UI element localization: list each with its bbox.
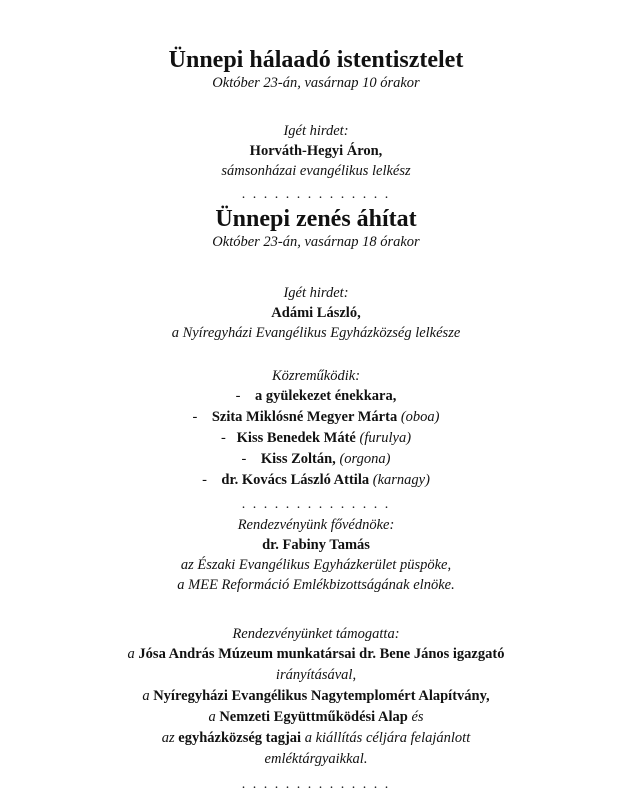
sponsor-text: és [411,709,424,725]
contributor-name: Szita Miklósné Megyer Márta [211,409,398,425]
service2-date: Október 23-án, vasárnap 18 órakor [212,234,420,250]
contributor-role: (karnagy) [372,472,430,488]
patron-role-1: az Északi Evangélikus Egyházkerület püspöke, [180,557,452,573]
contributor-dash: - [220,430,226,446]
service1-preacher [0,121,632,181]
patron-role-2: a MEE Reformáció Emlékbizottságának elnöke. [177,577,455,593]
sponsor-article: a [142,688,150,704]
patron-label: Rendezvényünk fővédnöke: [237,517,395,533]
sponsor-text: emléktárgyaikkal. [264,751,368,767]
contributor-item [0,449,632,470]
contributors-block [0,366,632,491]
separator-dots: . . . . . . . . . . . . . . [241,187,391,202]
separator-1 [0,188,632,202]
service1-date: Október 23-án, vasárnap 10 órakor [212,75,420,91]
sponsor-article: az [161,730,175,746]
service2-title: Ünnepi zenés áhítat [215,206,417,232]
patron-name: dr. Fabiny Tamás [262,537,370,553]
contributor-item [0,470,632,491]
contributor-name: Kiss Benedek Máté [236,430,356,446]
separator-3 [0,778,632,792]
contributor-item [0,428,632,449]
contributor-name: dr. Kovács László Attila [221,472,370,488]
sponsor-line-4 [0,707,632,728]
service2-preacher-label: Igét hirdet: [283,285,349,301]
service2-preacher-role: a Nyíregyházi Evangélikus Egyházközség lelkésze [171,325,461,341]
contributor-dash: - [241,451,247,467]
patron-block [0,515,632,595]
sponsor-name: Nemzeti Együttműködési Alap [219,709,408,725]
service1-block [0,46,632,92]
separator-dots: . . . . . . . . . . . . . . [241,777,391,792]
sponsor-line-1 [0,644,632,665]
sponsors-label: Rendezvényünket támogatta: [232,626,400,642]
contributor-name: a gyülekezet énekkara, [254,388,397,404]
service2-preacher [0,283,632,343]
contributor-dash: - [235,388,241,404]
contributor-role: (furulya) [359,430,412,446]
contributor-item [0,386,632,407]
service1-preacher-name: Horváth-Hegyi Áron, [249,143,383,159]
separator-2 [0,498,632,512]
sponsor-name: Jósa András Múzeum munkatársai dr. Bene János igazgató [138,646,505,662]
sponsor-name: Nyíregyházi Evangélikus Nagytemplomért Alapítvány, [153,688,490,704]
contributor-dash: - [202,472,207,488]
sponsor-line-2 [0,665,632,686]
service1-preacher-role: sámsonházai evangélikus lelkész [221,163,411,179]
sponsor-article: a [127,646,135,662]
contributor-role: (oboa) [400,409,440,425]
contributors-label: Közreműködik: [271,368,361,384]
sponsor-article: a [208,709,216,725]
sponsors-block [0,624,632,770]
service2-preacher-name: Adámi László, [271,305,361,321]
sponsor-line-6 [0,749,632,770]
contributor-name: Kiss Zoltán, [260,451,336,467]
service1-title: Ünnepi hálaadó istentisztelet [168,47,464,73]
contributor-role: (orgona) [339,451,391,467]
sponsor-line-5 [0,728,632,749]
sponsor-name: egyházközség tagjai [178,730,302,746]
service2-block [0,205,632,251]
sponsor-line-3 [0,686,632,707]
sponsor-text: irányításával, [275,667,357,683]
service1-preacher-label: Igét hirdet: [283,123,349,139]
separator-dots: . . . . . . . . . . . . . . [241,497,391,512]
contributor-dash: - [192,409,198,425]
contributor-item [0,407,632,428]
sponsor-text: a kiállítás céljára felajánlott [304,730,471,746]
